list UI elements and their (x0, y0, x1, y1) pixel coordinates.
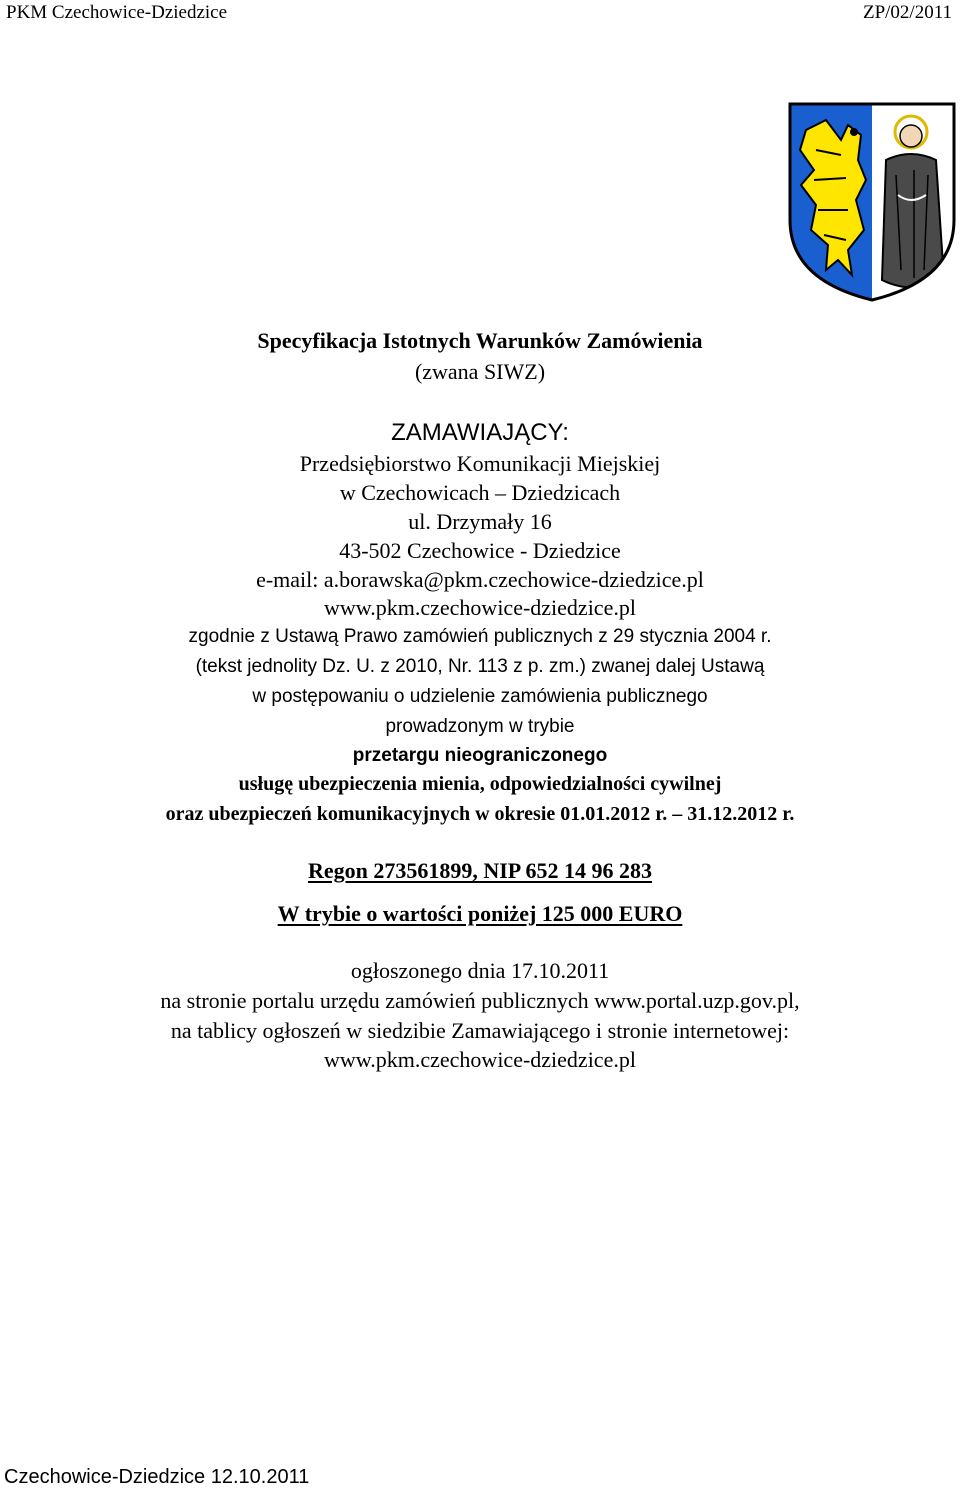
regon-nip: Regon 273561899, NIP 652 14 96 283 (307, 858, 653, 883)
announcement-board: na tablicy ogłoszeń w siedzibie Zamawiającego i stronie internetowej: (170, 1018, 790, 1043)
legal-line-3: w postępowaniu o udzielenie zamówienia publicznego (252, 686, 708, 707)
announcement-date: ogłoszonego dnia 17.10.2011 (350, 958, 610, 983)
legal-line-4: prowadzonym w trybie (385, 716, 575, 737)
subject-line-2: usługę ubezpieczenia mienia, odpowiedzialności cywilnej (238, 773, 722, 795)
zamawiajacy-street: ul. Drzymały 16 (408, 509, 552, 534)
doc-title: Specyfikacja Istotnych Warunków Zamówienia (257, 328, 703, 353)
zamawiajacy-label: ZAMAWIAJĄCY: (391, 419, 569, 446)
zamawiajacy-email: e-mail: a.borawska@pkm.czechowice-dziedzice.pl (256, 567, 704, 592)
zamawiajacy-www: www.pkm.czechowice-dziedzice.pl (324, 595, 636, 620)
threshold-value: W trybie o wartości poniżej 125 000 EURO (277, 901, 683, 926)
footer-place-date: Czechowice-Dziedzice 12.10.2011 (4, 1466, 310, 1488)
coat-of-arms-icon (786, 100, 958, 302)
announcement-www: www.pkm.czechowice-dziedzice.pl (324, 1047, 636, 1072)
subject-line-3: oraz ubezpieczeń komunikacyjnych w okresie 01.01.2012 r. – 31.12.2012 r. (165, 803, 795, 825)
subject-line-1: przetargu nieograniczonego (352, 745, 608, 766)
header-left: PKM Czechowice-Dziedzice (6, 2, 228, 23)
zamawiajacy-city: 43-502 Czechowice - Dziedzice (339, 538, 621, 563)
doc-title-sub: (zwana SIWZ) (414, 359, 546, 384)
header-right: ZP/02/2011 (862, 2, 952, 23)
legal-line-1: zgodnie z Ustawą Prawo zamówień publicznych z 29 stycznia 2004 r. (188, 626, 772, 647)
zamawiajacy-name-1: Przedsiębiorstwo Komunikacji Miejskiej (299, 451, 661, 476)
zamawiajacy-name-2: w Czechowicach – Dziedzicach (339, 480, 621, 505)
legal-line-2: (tekst jednolity Dz. U. z 2010, Nr. 113 z p. zm.) zwanej dalej Ustawą (195, 656, 765, 677)
announcement-portal: na stronie portalu urzędu zamówień publicznych www.portal.uzp.gov.pl, (160, 988, 800, 1013)
